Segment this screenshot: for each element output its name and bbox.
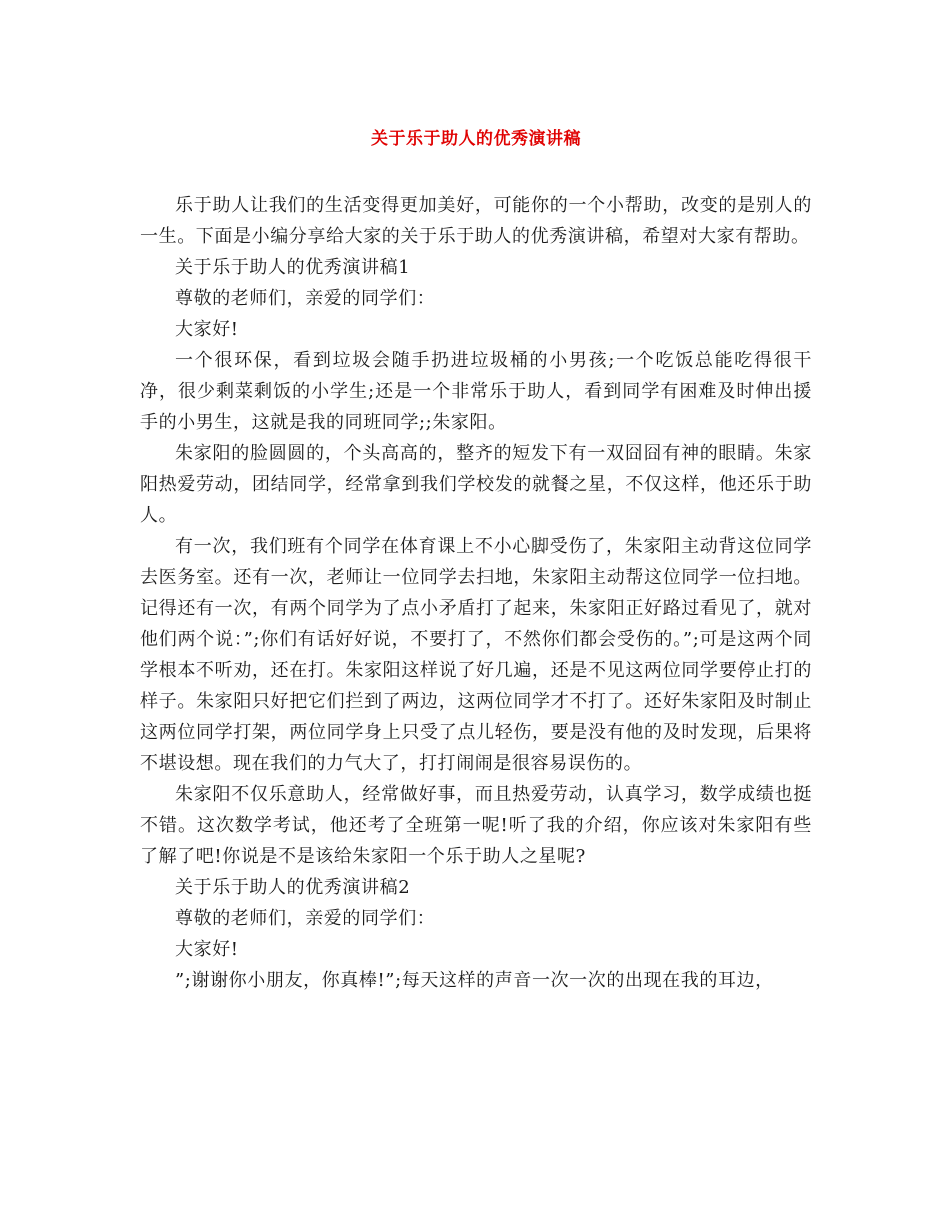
- body-paragraph: 朱家阳不仅乐意助人，经常做好事，而且热爱劳动，认真学习，数学成绩也挺不错。这次数学考试，他还考了全班第一呢!听了我的介绍，你应该对朱家阳有些了解了吧!你说是不是该给朱家阳一个乐于助人之星呢?: [140, 784, 812, 867]
- greeting-1: 大家好!: [175, 319, 239, 340]
- body-paragraph: 朱家阳的脸圆圆的，个头高高的，整齐的短发下有一双囧囧有神的眼睛。朱家阳热爱劳动，团结同学，经常拿到我们学校发的就餐之星，不仅这样，他还乐于助人。: [140, 443, 812, 526]
- salutation-1: 尊敬的老师们，亲爱的同学们：: [175, 288, 436, 309]
- intro-paragraph: 乐于助人让我们的生活变得更加美好，可能你的一个小帮助，改变的是别人的一生。下面是小编分享给大家的关于乐于助人的优秀演讲稿，希望对大家有帮助。: [140, 195, 812, 247]
- document-body: [140, 190, 812, 996]
- body-paragraph: 一个很环保，看到垃圾会随手扔进垃圾桶的小男孩;一个吃饭总能吃得很干净，很少剩菜剩饭的小学生;还是一个非常乐于助人，看到同学有困难及时伸出援手的小男生，这就是我的同班同学;;朱家阳。: [140, 350, 812, 433]
- salutation-2: 尊敬的老师们，亲爱的同学们：: [175, 908, 436, 929]
- document-title: 关于乐于助人的优秀演讲稿: [371, 129, 581, 149]
- section-heading-2: 关于乐于助人的优秀演讲稿2: [175, 877, 411, 898]
- body-paragraph: 有一次，我们班有个同学在体育课上不小心脚受伤了，朱家阳主动背这位同学去医务室。还有一次，老师让一位同学去扫地，朱家阳主动帮这位同学一位扫地。记得还有一次，有两个同学为了点小矛盾打了起来，朱家阳正好路过看见了，就对他们两个说：”;你们有话好好说，不要打了，不然你们都会受伤的。”;可是这两个同学根本不听劝，还在打。朱家阳这样说了好几遍，还是不见这两位同学要停止打的样子。朱家阳只好把它们拦到了两边，这两位同学才不打了。还好朱家阳及时制止这两位同学打架，两位同学身上只受了点儿轻伤，要是没有他的及时发现，后果将不堪设想。现在我们的力气大了，打打闹闹是很容易误伤的。: [140, 536, 812, 774]
- greeting-2: 大家好!: [175, 939, 239, 960]
- body-paragraph: ”;谢谢你小朋友，你真棒!”;每天这样的声音一次一次的出现在我的耳边，: [175, 970, 774, 991]
- section-heading-1: 关于乐于助人的优秀演讲稿1: [175, 257, 411, 278]
